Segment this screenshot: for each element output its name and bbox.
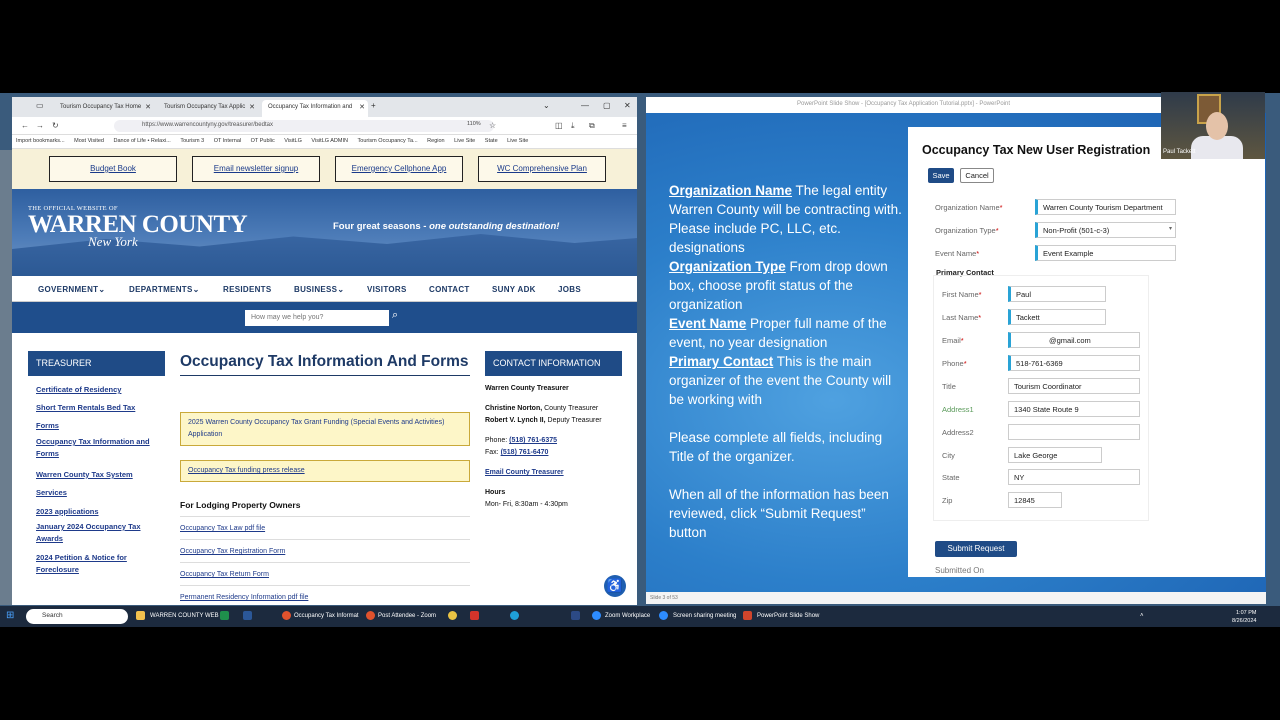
logo-subtitle: New York (88, 234, 138, 249)
nav-suny-adk[interactable]: SUNY ADK (492, 285, 536, 294)
cancel-button[interactable]: Cancel (960, 168, 994, 183)
tagline-emphasis: one outstanding destination! (429, 221, 560, 232)
url-text: https://www.warrencountyny.gov/treasurer/bedtax (142, 122, 273, 128)
search-icon[interactable]: ⌕ (392, 309, 399, 321)
site-tagline (333, 221, 559, 232)
person-name: Robert V. Lynch II, (485, 417, 546, 424)
taskbar-item[interactable]: WARREN COUNTY WEB (150, 613, 219, 619)
edge-icon[interactable] (510, 611, 519, 620)
instruction-text: The legal entity Warren County will be contracting with. Please include PC, LLC, etc. designations (669, 183, 902, 255)
required-mark: * (960, 336, 964, 345)
doc-link[interactable]: Occupancy Tax Return Form (180, 571, 269, 578)
budget-book-button[interactable]: Budget Book (49, 156, 177, 182)
tagline-part: Four great seasons - (333, 221, 430, 232)
chevron-down-icon: ▾ (1168, 226, 1172, 232)
tab-list-icon[interactable]: ▭ (36, 101, 44, 110)
instruction-complete-fields: Please complete all fields, including Title of the organizer. (669, 430, 883, 464)
download-icon[interactable]: ⤓ (571, 121, 575, 130)
org-type-value: Non-Profit (501-c-3) (1043, 226, 1110, 235)
hours-value: Mon- Fri, 8:30am - 4:30pm (485, 501, 568, 508)
label-text: Phone (942, 359, 964, 368)
star-icon[interactable]: ☆ (489, 121, 497, 130)
nav-label: GOVERNMENT (38, 285, 99, 294)
bookmark-item[interactable]: VisitLG (284, 138, 302, 144)
nav-contact[interactable]: CONTACT (429, 285, 470, 294)
doc-link[interactable]: Occupancy Tax Law pdf file (180, 525, 266, 532)
taskbar-search-input[interactable]: Search (26, 609, 128, 624)
instruction-key: Organization Name (669, 183, 793, 198)
state-label: State (942, 473, 960, 482)
phone-link[interactable]: (518) 761-6375 (509, 437, 558, 444)
minimize-icon[interactable]: — (581, 101, 589, 110)
address1-label: Address1 (942, 405, 974, 414)
comprehensive-plan-button[interactable]: WC Comprehensive Plan (478, 156, 606, 182)
label-text: Organization Type (935, 226, 996, 235)
first-name-field[interactable]: Paul (1008, 286, 1106, 302)
sidebar-link[interactable]: Warren County Tax System Services (36, 470, 133, 497)
acrobat-icon[interactable] (470, 611, 479, 620)
sidebar-title: TREASURER (28, 351, 165, 376)
system-clock[interactable] (1232, 609, 1256, 625)
nav-government[interactable] (38, 285, 105, 294)
site-logo[interactable]: WARREN COUNTY (28, 211, 248, 238)
taskbar-item[interactable]: PowerPoint Slide Show (757, 613, 820, 619)
zoom-level[interactable]: 110% (467, 121, 481, 127)
instruction-org-type (669, 257, 905, 314)
label-text: Organization Name (935, 203, 1000, 212)
address2-label: Address2 (942, 428, 974, 437)
person-face (1206, 112, 1228, 140)
org-name-field[interactable]: Warren County Tourism Department (1035, 199, 1176, 215)
sidebar-link-active[interactable]: Occupancy Tax Information and Forms (36, 437, 150, 458)
participant-video (1161, 92, 1265, 159)
slide-instructions (669, 181, 905, 542)
sidebar-link[interactable]: Certificate of Residency (36, 385, 122, 394)
nav-jobs[interactable]: JOBS (558, 285, 581, 294)
reload-icon[interactable]: ↻ (52, 121, 59, 130)
participant-name: Paul Tackett (1163, 149, 1196, 155)
nav-label: DEPARTMENTS (129, 285, 193, 294)
title-label: Title (942, 382, 956, 391)
fax-label: Fax: (485, 449, 501, 456)
firefox-icon[interactable] (366, 611, 375, 620)
close-icon[interactable]: ✕ (249, 104, 255, 111)
instruction-primary-contact (669, 352, 905, 409)
photoshop-icon[interactable] (571, 611, 580, 620)
nav-departments[interactable] (129, 285, 200, 294)
email-link[interactable]: Email County Treasurer (485, 469, 564, 476)
slide-number: Slide 3 of 53 (650, 595, 678, 601)
divider (180, 562, 470, 563)
taskbar-item[interactable]: Post Attendee - Zoom (378, 613, 437, 619)
submit-request-button[interactable]: Submit Request (935, 541, 1017, 557)
tab-2[interactable] (158, 100, 258, 117)
doc-link[interactable]: Occupancy Tax Registration Form (180, 548, 286, 555)
sidebar-link[interactable]: 2024 Petition & Notice for Foreclosure (36, 553, 127, 574)
slideshow-controls (646, 592, 1266, 604)
desktop-icons-strip (0, 150, 12, 605)
taskbar-item[interactable]: Occupancy Tax Informat (294, 613, 359, 619)
close-icon[interactable]: ✕ (145, 104, 151, 111)
bookmark-item[interactable]: OT Public (250, 138, 275, 144)
tab-3-label: Occupancy Tax Information and (268, 104, 353, 110)
label-text: First Name (942, 290, 979, 299)
bookmark-item[interactable]: Dance of Life • Relaxi... (113, 138, 171, 144)
label-text: Last Name (942, 313, 979, 322)
windows-start-icon[interactable]: ⊞ (6, 610, 15, 621)
tab-bar (12, 97, 637, 117)
utility-links-bar (12, 149, 637, 189)
maximize-icon[interactable]: ▢ (603, 101, 611, 110)
phone-line (485, 435, 557, 447)
state-field[interactable]: NY (1008, 469, 1140, 485)
person-name: Christine Norton, (485, 405, 543, 412)
instruction-key: Event Name (669, 316, 747, 331)
section-heading: For Lodging Property Owners (180, 500, 301, 510)
label-text: Event Name (935, 249, 977, 258)
chevron-up-icon[interactable]: ˄ (1140, 613, 1144, 619)
contact-person (485, 415, 602, 427)
bookmark-item[interactable]: State (484, 138, 498, 144)
instruction-text: From drop down box, choose profit status of the organization (669, 259, 888, 312)
slideshow-window-title: PowerPoint Slide Show - [Occupancy Tax Application Tutorial.pptx] - PowerPoint (797, 101, 1010, 107)
close-window-icon[interactable]: ✕ (624, 101, 631, 110)
file-explorer-icon[interactable] (136, 611, 145, 620)
clock-date: 8/26/2024 (1232, 618, 1257, 624)
zoom-icon[interactable] (592, 611, 601, 620)
last-name-field[interactable]: Tackett (1008, 309, 1106, 325)
nav-business[interactable] (294, 285, 344, 294)
instruction-text: This is the main organizer of the event the County will be working with (669, 354, 892, 407)
slideshow-title-bar (646, 97, 1161, 113)
zoom-icon[interactable] (659, 611, 668, 620)
back-icon[interactable]: ← (21, 121, 29, 130)
grant-application-link[interactable]: 2025 Warren County Occupancy Tax Grant Funding (Special Events and Activities) Application (180, 412, 470, 446)
taskbar-item[interactable]: Screen sharing meeting (673, 613, 737, 619)
submitted-on-label: Submitted On (935, 566, 984, 575)
sidebar-link[interactable]: 2023 applications (36, 507, 99, 516)
phone-label: Phone: (485, 437, 510, 444)
logo-tagline: THE OFFICIAL WEBSITE OF (28, 205, 118, 212)
excel-icon[interactable] (220, 611, 229, 620)
fax-line (485, 447, 548, 459)
chevron-down-icon: ⌄ (337, 285, 345, 294)
site-banner (12, 189, 637, 276)
org-type-label (935, 226, 999, 235)
search-bar (12, 302, 637, 333)
tab-3-active[interactable] (262, 100, 368, 117)
event-name-field[interactable]: Event Example (1035, 245, 1176, 261)
registration-form (908, 127, 1265, 577)
browser-window (12, 97, 637, 605)
tab-2-label: Tourism Occupancy Tax Applic (164, 104, 246, 110)
city-label: City (942, 451, 955, 460)
required-mark: * (978, 313, 982, 322)
close-icon[interactable]: ✕ (359, 104, 365, 111)
doc-link[interactable]: Permanent Residency Information pdf file (180, 594, 309, 601)
email-field[interactable]: @gmail.com (1008, 332, 1140, 348)
page-title: Occupancy Tax Information And Forms (180, 353, 469, 370)
taskbar (0, 606, 1280, 627)
tab-1-label: Tourism Occupancy Tax Home (60, 104, 142, 110)
accessibility-icon[interactable]: ♿ (604, 575, 626, 597)
divider (180, 585, 470, 586)
divider (180, 516, 470, 517)
phone-field[interactable]: 518-761-6369 (1008, 355, 1140, 371)
fax-link[interactable]: (518) 761-6470 (500, 449, 549, 456)
required-mark: * (963, 359, 967, 368)
required-mark: * (995, 226, 999, 235)
nav-visitors[interactable]: VISITORS (367, 285, 407, 294)
bookmark-item[interactable]: Live Site (507, 138, 529, 144)
bookmark-item[interactable]: Tourism 3 (180, 138, 205, 144)
person-role: Deputy Treasurer (545, 417, 602, 424)
city-field[interactable]: Lake George (1008, 447, 1102, 463)
org-type-select[interactable] (1035, 222, 1176, 238)
bookmarks-bar (12, 135, 637, 149)
pocket-icon[interactable]: ◫ (555, 121, 563, 130)
divider (180, 539, 470, 540)
main-navigation (12, 276, 637, 302)
address2-field[interactable] (1008, 424, 1140, 440)
chrome-icon[interactable] (448, 611, 457, 620)
sidebar-link[interactable]: January 2024 Occupancy Tax Awards (36, 522, 141, 543)
bookmark-item[interactable]: OT Internal (213, 138, 242, 144)
instruction-key: Organization Type (669, 259, 786, 274)
instruction-org-name (669, 181, 905, 257)
tab-1[interactable] (54, 100, 154, 117)
title-divider (180, 375, 470, 376)
last-name-label (942, 313, 981, 322)
press-release-link[interactable]: Occupancy Tax funding press release (180, 460, 470, 482)
org-name-label (935, 203, 1003, 212)
powerpoint-icon[interactable] (743, 611, 752, 620)
zip-label: Zip (942, 496, 953, 505)
required-mark: * (978, 290, 982, 299)
instruction-submit: When all of the information has been reviewed, click “Submit Request” button (669, 487, 889, 540)
cellphone-app-button[interactable]: Emergency Cellphone App (335, 156, 463, 182)
required-mark: * (976, 249, 980, 258)
clock-time: 1:07 PM (1235, 610, 1257, 616)
title-field[interactable]: Tourism Coordinator (1008, 378, 1140, 394)
nav-label: BUSINESS (294, 285, 338, 294)
email-label (942, 336, 964, 345)
required-mark: * (999, 203, 1003, 212)
new-tab-icon[interactable]: + (371, 101, 376, 110)
instruction-key: Primary Contact (669, 354, 774, 369)
address1-field[interactable]: 1340 State Route 9 (1008, 401, 1140, 417)
chevron-down-icon[interactable]: ⌄ (543, 101, 550, 110)
chevron-down-icon: ⌄ (98, 285, 106, 294)
bookmark-item[interactable]: Live Site (454, 138, 476, 144)
newsletter-button[interactable]: Email newsletter signup (192, 156, 320, 182)
forward-icon[interactable]: → (36, 121, 44, 130)
contact-title: CONTACT INFORMATION (485, 351, 622, 376)
bookmark-item[interactable]: Import bookmarks... (16, 138, 65, 144)
extensions-icon[interactable]: ⧉ (589, 121, 595, 130)
form-title: Occupancy Tax New User Registration (922, 143, 1151, 157)
instruction-event-name (669, 314, 905, 352)
primary-contact-heading: Primary Contact (936, 268, 994, 277)
nav-residents[interactable]: RESIDENTS (223, 285, 272, 294)
save-button[interactable]: Save (928, 168, 954, 183)
chevron-down-icon: ⌄ (192, 285, 200, 294)
zip-field[interactable]: 12845 (1008, 492, 1062, 508)
contact-person (485, 403, 598, 415)
phone-label (942, 359, 967, 368)
person-role: County Treasurer (542, 405, 599, 412)
hours-label: Hours (485, 489, 506, 496)
bookmark-item[interactable]: VisitLG ADMIN (311, 138, 348, 144)
label-text: Email (942, 336, 961, 345)
bookmark-item[interactable]: Tourism Occupancy Ta... (357, 138, 418, 144)
page-content (12, 333, 637, 605)
instruction-text: Proper full name of the event, no year designation (669, 316, 887, 350)
url-bar (12, 117, 637, 135)
event-name-label (935, 249, 979, 258)
sidebar-link[interactable]: Short Term Rentals Bed Tax Forms (36, 403, 136, 430)
word-icon[interactable] (243, 611, 252, 620)
taskbar-item[interactable]: Zoom Workplace (605, 613, 651, 619)
firefox-icon[interactable] (282, 611, 291, 620)
first-name-label (942, 290, 982, 299)
menu-icon[interactable]: ≡ (622, 121, 627, 130)
site-search-input[interactable]: How may we help you? (245, 310, 389, 326)
contact-org: Warren County Treasurer (485, 385, 569, 392)
bookmark-item[interactable]: Most Visited (74, 138, 104, 144)
address-input[interactable] (114, 120, 497, 132)
bookmark-item[interactable]: Region (427, 138, 445, 144)
